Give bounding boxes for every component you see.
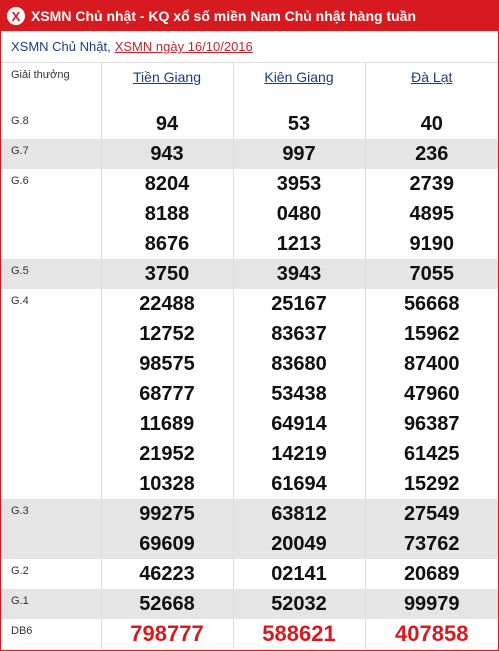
result-number: 236	[415, 143, 449, 165]
result-cell	[365, 259, 498, 289]
logo-icon: X	[7, 7, 25, 25]
result-number: 1213	[276, 233, 322, 255]
result-cell	[365, 109, 498, 139]
result-number: 68777	[139, 383, 195, 405]
table-row	[1, 559, 498, 589]
result-number: 7055	[409, 263, 454, 285]
result-cell	[233, 619, 365, 649]
result-cell	[233, 559, 365, 589]
result-number: 52668	[139, 593, 195, 615]
result-cell	[101, 259, 233, 289]
result-number: 53	[287, 113, 311, 135]
breadcrumb-first[interactable]: XSMN Chủ Nhật	[11, 39, 108, 54]
result-cell	[365, 499, 498, 559]
table-row	[1, 589, 498, 619]
result-cell	[365, 589, 498, 619]
result-number: 3750	[144, 263, 190, 285]
result-number: 99275	[139, 503, 195, 525]
table-row	[1, 499, 498, 559]
table-row	[1, 169, 498, 259]
result-number: 52032	[271, 593, 327, 615]
result-number: 87400	[403, 353, 460, 375]
result-number: 14219	[271, 443, 327, 465]
result-cell	[101, 559, 233, 589]
result-number: 22488	[139, 293, 195, 315]
page-title: XSMN Chủ nhật - KQ xổ số miền Nam Chủ nhật hàng tuần	[31, 8, 417, 24]
result-number: 2739	[409, 173, 454, 195]
result-number: 53438	[271, 383, 327, 405]
result-cell	[365, 289, 498, 499]
prize-label: G.3	[1, 499, 101, 559]
result-number: 40	[420, 113, 443, 135]
province-link-da-lat[interactable]: Đà Lạt	[365, 63, 498, 109]
result-number: 61694	[271, 473, 327, 495]
result-number: 83680	[271, 353, 327, 375]
result-number: 99979	[403, 593, 460, 615]
result-cell	[101, 619, 233, 649]
table-row	[1, 259, 498, 289]
result-cell	[101, 289, 233, 499]
result-number: 73762	[403, 533, 460, 555]
result-number: 56668	[403, 293, 460, 315]
result-cell	[233, 139, 365, 169]
result-cell	[365, 559, 498, 589]
result-cell	[233, 259, 365, 289]
result-number: 94	[155, 113, 179, 135]
prize-label: G.5	[1, 259, 101, 289]
results-table	[1, 63, 498, 649]
prize-label: DB6	[1, 619, 101, 649]
result-number: 407858	[395, 621, 469, 646]
result-number: 15962	[403, 323, 460, 345]
result-cell	[101, 589, 233, 619]
result-cell	[101, 139, 233, 169]
breadcrumb	[1, 31, 498, 63]
result-number: 4895	[409, 203, 454, 225]
result-cell	[233, 289, 365, 499]
result-cell	[101, 499, 233, 559]
table-row	[1, 139, 498, 169]
prize-label: G.6	[1, 169, 101, 259]
breadcrumb-date-link[interactable]: XSMN ngày 16/10/2016	[114, 39, 253, 54]
prize-label: G.4	[1, 289, 101, 499]
result-number: 96387	[403, 413, 460, 435]
result-cell	[233, 169, 365, 259]
result-number: 98575	[139, 353, 195, 375]
prize-column-header: Giải thưởng	[1, 63, 101, 109]
result-number: 69609	[139, 533, 195, 555]
result-number: 46223	[139, 563, 195, 585]
province-link-kien-giang[interactable]: Kiên Giang	[233, 63, 365, 109]
result-number: 20689	[403, 563, 460, 585]
result-cell	[233, 499, 365, 559]
result-number: 3943	[276, 263, 322, 285]
province-link-tien-giang[interactable]: Tiền Giang	[101, 63, 233, 109]
result-cell	[365, 169, 498, 259]
result-number: 10328	[139, 473, 195, 495]
result-number: 63812	[271, 503, 327, 525]
table-row	[1, 289, 498, 499]
result-number: 9190	[409, 233, 454, 255]
result-number: 8676	[144, 233, 190, 255]
result-number: 12752	[139, 323, 195, 345]
result-cell	[233, 109, 365, 139]
result-cell	[233, 589, 365, 619]
result-number: 20049	[271, 533, 327, 555]
result-number: 15292	[403, 473, 460, 495]
table-row	[1, 619, 498, 649]
prize-label: G.1	[1, 589, 101, 619]
table-header-row	[1, 63, 498, 109]
result-number: 83637	[271, 323, 327, 345]
prize-label: G.7	[1, 139, 101, 169]
result-number: 798777	[130, 621, 204, 646]
breadcrumb-separator: ,	[107, 39, 111, 54]
result-number: 25167	[271, 293, 327, 315]
result-number: 21952	[139, 443, 195, 465]
result-number: 997	[282, 143, 316, 165]
result-number: 64914	[271, 413, 327, 435]
result-number: 8188	[144, 203, 190, 225]
result-number: 588621	[262, 621, 336, 646]
result-number: 02141	[271, 563, 327, 585]
result-number: 0480	[276, 203, 322, 225]
result-cell	[101, 169, 233, 259]
prize-label: G.2	[1, 559, 101, 589]
result-cell	[365, 619, 498, 649]
prize-label: G.8	[1, 109, 101, 139]
result-cell	[101, 109, 233, 139]
result-number: 3953	[276, 173, 322, 195]
page-header	[1, 1, 498, 31]
result-number: 943	[150, 143, 184, 165]
result-number: 27549	[403, 503, 460, 525]
result-number: 8204	[144, 173, 190, 195]
table-row	[1, 109, 498, 139]
result-number: 61425	[403, 443, 460, 465]
result-cell	[365, 139, 498, 169]
result-number: 47960	[403, 383, 460, 405]
result-number: 11689	[139, 413, 195, 435]
